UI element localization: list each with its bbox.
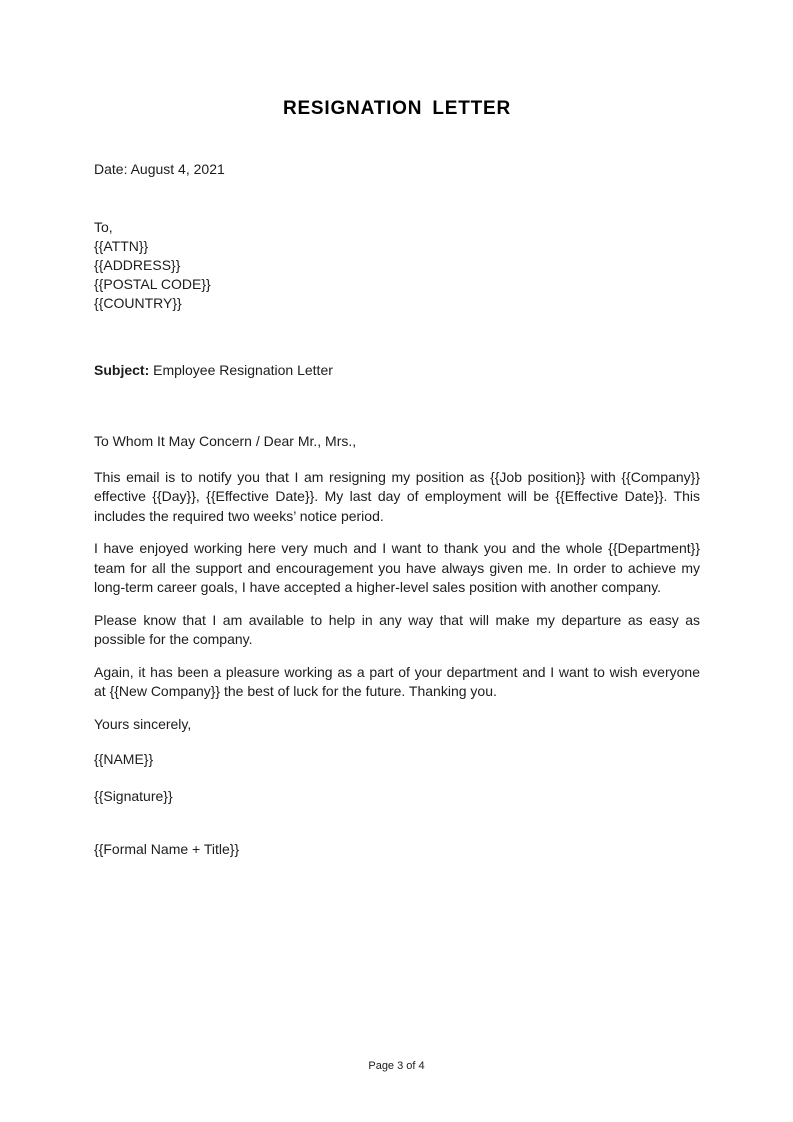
paragraph-resignation-notice: This email is to notify you that I am resigning my position as {{Job position}} with {{Company}} effective {{Day}}, {{Effective Date}}. My last day of employment will be {{Effective Date}}. This includes the required two weeks’ notice period. [94,468,700,524]
subject-text: Employee Resignation Letter [149,362,333,378]
letter-body [94,432,700,859]
signature-placeholder: {{Signature}} [94,787,173,804]
closing-block [94,715,700,859]
recipient-country-placeholder: {{COUNTRY}} [94,295,182,311]
formal-name-title-placeholder: {{Formal Name + Title}} [94,840,240,857]
subject-line [94,361,700,380]
paragraph-farewell: Again, it has been a pleasure working as a part of your department and I want to wish everyone at {{New Company}} the best of luck for the future. Thanking you. [94,663,700,699]
recipient-block [94,218,700,313]
page-number-indicator: Page 3 of 4 [368,1060,425,1072]
salutation: To Whom It May Concern / Dear Mr., Mrs., [94,433,357,449]
paragraph-availability: Please know that I am available to help in any way that will make my departure as easy as possible for the company. [94,611,700,647]
valediction: Yours sincerely, [94,715,192,732]
recipient-address-placeholder: {{ADDRESS}} [94,257,181,273]
name-placeholder: {{NAME}} [94,750,154,767]
recipient-label: To, [94,219,113,235]
page-title: RESIGNATION LETTER [282,98,512,119]
paragraph-gratitude: I have enjoyed working here very much and I want to thank you and the whole {{Department}} team for all the support and encouragement you have always given me. In order to achieve my long-term career goals, I have accepted a higher-level sales position with another company. [94,540,700,595]
subject-label: Subject: [94,362,150,378]
date-line: Date: August 4, 2021 [94,161,225,177]
recipient-postal-code-placeholder: {{POSTAL CODE}} [94,276,211,292]
recipient-attn-placeholder: {{ATTN}} [94,238,149,254]
